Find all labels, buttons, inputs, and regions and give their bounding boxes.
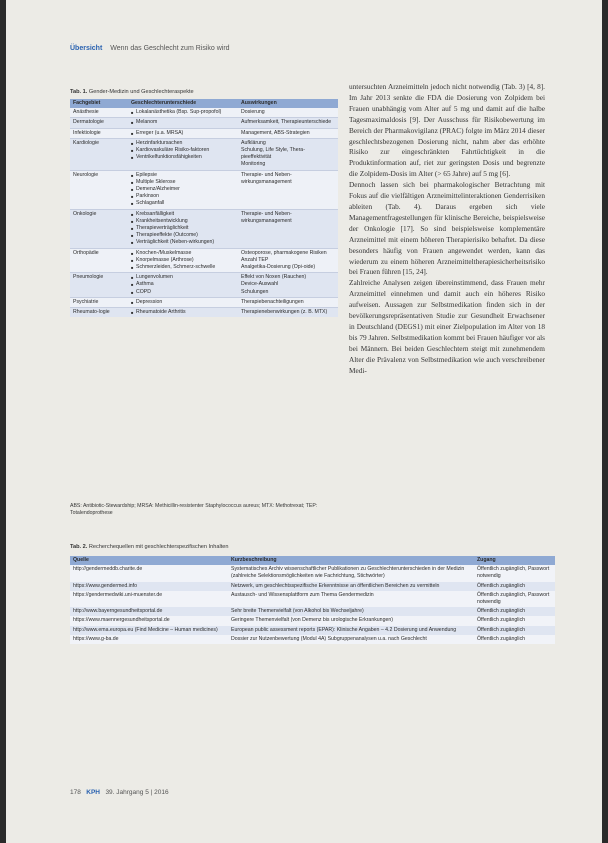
effects-cell bbox=[238, 128, 338, 138]
area-cell: Pneumologie bbox=[70, 273, 128, 298]
header-title: Wenn das Geschlecht zum Risiko wird bbox=[110, 45, 230, 52]
area-cell: Infektiologie bbox=[70, 128, 128, 138]
bullet-item: ■ Kardiovaskuläre Risiko-faktoren bbox=[131, 147, 235, 154]
col-header-access: Zugang bbox=[474, 556, 555, 565]
bullet-item: ■ Lokalanästhetika (Bsp. Sup-propofol) bbox=[131, 109, 235, 116]
bullet-item: ■ COPD bbox=[131, 289, 235, 296]
effects-cell bbox=[238, 138, 338, 170]
running-header bbox=[70, 45, 230, 52]
table-row bbox=[70, 308, 338, 318]
description-cell: European public assessment reports (EPAR): Klinische Angaben – 4.2 Dosierung und Anwendung bbox=[228, 626, 474, 635]
col-header-area: Fachgebiet bbox=[70, 99, 128, 108]
access-cell: Öffentlich zugänglich bbox=[474, 626, 555, 635]
table-row bbox=[70, 128, 338, 138]
access-cell: Öffentlich zugänglich bbox=[474, 616, 555, 625]
effect-item: Aufklärung bbox=[241, 139, 266, 146]
issue-info: 39. Jahrgang 5 | 2016 bbox=[105, 789, 169, 796]
access-cell: Öffentlich zugänglich, Passwort notwendig bbox=[474, 591, 555, 607]
table-row bbox=[70, 297, 338, 307]
table-row bbox=[70, 607, 555, 616]
bullet-item: ■ Schmerzleiden, Schmerz-schwelle bbox=[131, 264, 235, 271]
effect-item: Management, ABS-Strategien bbox=[241, 129, 310, 136]
body-text-column bbox=[349, 82, 545, 376]
page-number: 178 bbox=[70, 789, 81, 796]
effects-cell bbox=[238, 308, 338, 318]
bullet-item: ■ Epilepsie bbox=[131, 172, 235, 179]
bullet-item: ■ Erreger (u.a. MRSA) bbox=[131, 130, 235, 137]
effects-cell bbox=[238, 273, 338, 298]
table-row bbox=[70, 635, 555, 644]
table1-abbreviations: ABS: Antibiotic-Stewardship; MRSA: Methicillin-resistenter Staphylococcus aureus; MTX: Methotrexat; TEP: Totalendoprothese bbox=[70, 503, 318, 516]
effects-cell bbox=[238, 248, 338, 273]
differences-cell bbox=[128, 248, 238, 273]
section-label: Übersicht bbox=[70, 45, 103, 52]
effect-item: Effekt von Noxen (Rauchen) bbox=[241, 274, 307, 281]
table1-caption: Tab. 1. Gender-Medizin und Geschlechteraspekte bbox=[70, 89, 194, 95]
description-cell: Austausch- und Wissensplattform zum Thema Gendermedizin bbox=[228, 591, 474, 607]
document-page bbox=[6, 0, 602, 843]
page-footer bbox=[70, 789, 169, 796]
effect-item: Anzahl TEP bbox=[241, 256, 269, 263]
differences-cell bbox=[128, 108, 238, 118]
differences-cell bbox=[128, 128, 238, 138]
access-cell: Öffentlich zugänglich, Passwort notwendig bbox=[474, 565, 555, 581]
table-row bbox=[70, 582, 555, 591]
effect-item: Therapie- und Neben-wirkungsmanagement bbox=[241, 171, 292, 185]
bullet-item: ■ Parkinson bbox=[131, 193, 235, 200]
differences-cell bbox=[128, 209, 238, 248]
table-row bbox=[70, 565, 555, 581]
effects-cell bbox=[238, 108, 338, 118]
source-cell: http://www.bayerngesundheitsportal.de bbox=[70, 607, 228, 616]
table-row bbox=[70, 616, 555, 625]
table-row bbox=[70, 626, 555, 635]
description-cell: Netzwerk, um geschlechtsspezifische Erkenntnisse an öffentlichen Bereichen zu vermitteln bbox=[228, 582, 474, 591]
bullet-item: ■ Demenz/Alzheimer bbox=[131, 186, 235, 193]
paragraph: Zahlreiche Analysen zeigen übereinstimmend, dass Frauen mehr Arzneimittel einnehmen und damit auch ein höheres Risiko aufweisen. Aussagen zur Selbstmedikation finden sich in der bevölkerungsrepräsentativen Studie zur Gesundheit Erwachsener in Deutschland (DEGS1) mit einer Zielpopulation im Alter von 18 bis 79 Jahren. Selbstmedikation kommt bei Frauen häufiger vor als bei Männern. Bei beiden Geschlechtern steigt mit zunehmendem Alter die Prävalenz von Selbstmedikation wie auch verschreibener Medi- bbox=[349, 278, 545, 375]
area-cell: Rheumato-logie bbox=[70, 308, 128, 318]
differences-cell bbox=[128, 118, 238, 128]
bullet-item: ■ Schlaganfall bbox=[131, 200, 235, 207]
paragraph: untersuchten Arzneimitteln jedoch nicht notwendig (Tab. 3) [4, 8]. Im Jahr 2013 senkte die FDA die Dosierung von Zolpidem bei Frauen unabhängig vom Alter auf 5 mg und damit auf die halbe Tagesmaximaldosis [9]. Der Ausschuss für Risikobewertung im Bereich der Pharmakovigilanz (PRAC) folgte im März 2014 dieser geschlechtsbezogenen Dosierung nicht, nahm aber das erhöhte Risiko zur eingeschränkten Fahrtüchtigkeit in die Produktinformation auf, riet zur geringsten Dosis und begrenzte die Zolpidem-Dosis im Alter (> 65 Jahre) auf 5 mg [6]. bbox=[349, 82, 545, 179]
table-row bbox=[70, 170, 338, 209]
source-cell: https://www.g-ba.de bbox=[70, 635, 228, 644]
area-cell: Dermatologie bbox=[70, 118, 128, 128]
effect-item: Schulung, Life Style, Thera-pieeffektivität bbox=[241, 147, 305, 161]
table-row bbox=[70, 591, 555, 607]
journal-name: KPH bbox=[86, 789, 101, 796]
col-header-description: Kurzbeschreibung bbox=[228, 556, 474, 565]
effect-item: Therapienebenwirkungen (z. B. MTX) bbox=[241, 309, 328, 316]
source-cell: http://www.ema.europa.eu (Find Medicine – Human medicines) bbox=[70, 626, 228, 635]
effects-cell bbox=[238, 118, 338, 128]
paragraph: Dennoch lassen sich bei pharmakologischer Betrachtung mit Fokus auf die vielfältigen Arzneimittelinteraktionen Genderrisiken ableiten (Tab. 4). Daraus ergeben sich viele Managementfragestellungen für klinische Bereiche, beispielsweise der Onkologie [17]. So sind beispielsweise komplementäre Arzneimittel mit einem höheren Therapierisiko behaftet. Da diese besonders häufig von Frauen angewendet werden, kann das wiederum zu einem höheren Arzneimitteltherapiesicherheitsrisiko bei Frauen führen [15, 24]. bbox=[349, 180, 545, 277]
differences-cell bbox=[128, 297, 238, 307]
area-cell: Psychiatrie bbox=[70, 297, 128, 307]
table-row bbox=[70, 209, 338, 248]
table-row bbox=[70, 248, 338, 273]
bullet-item: ■ Multiple Sklerose bbox=[131, 179, 235, 186]
bullet-item: ■ Ventrikelfunktionsfähigkeiten bbox=[131, 154, 235, 161]
area-cell: Anästhesie bbox=[70, 108, 128, 118]
table-row bbox=[70, 273, 338, 298]
research-sources-table bbox=[70, 556, 555, 644]
bullet-item: ■ Herzinfarktursachen bbox=[131, 140, 235, 147]
table-row bbox=[70, 138, 338, 170]
effect-item: Therapie- und Neben-wirkungsmanagement bbox=[241, 210, 292, 224]
area-cell: Orthopädie bbox=[70, 248, 128, 273]
col-header-source: Quelle bbox=[70, 556, 228, 565]
bullet-item: ■ Knorpelmasse (Arthrose) bbox=[131, 257, 235, 264]
access-cell: Öffentlich zugänglich bbox=[474, 635, 555, 644]
description-cell: Geringere Themenvielfalt (von Demenz bis urologische Erkrankungen) bbox=[228, 616, 474, 625]
differences-cell bbox=[128, 138, 238, 170]
col-header-differences: Geschlechterunterschiede bbox=[128, 99, 238, 108]
effect-item: Monitoring bbox=[241, 161, 266, 168]
bullet-item: ■ Krebsanfälligkeit bbox=[131, 211, 235, 218]
area-cell: Neurologie bbox=[70, 170, 128, 209]
effects-cell bbox=[238, 170, 338, 209]
effect-item: Schulungen bbox=[241, 288, 269, 295]
table2-caption: Tab. 2. Recherchequellen mit geschlechterspezifischen Inhalten bbox=[70, 544, 229, 550]
bullet-item: ■ Therapieverträglichkeit bbox=[131, 225, 235, 232]
area-cell: Onkologie bbox=[70, 209, 128, 248]
table-row bbox=[70, 118, 338, 128]
description-cell: Systematisches Archiv wissenschaftlicher Publikationen zu Geschlechterunterschieden in der Medizin (zahlreiche Selektionsmöglichkeiten wie Fachrichtung, Stichwörter) bbox=[228, 565, 474, 581]
bullet-item: ■ Knochen-/Muskelmasse bbox=[131, 250, 235, 257]
differences-cell bbox=[128, 308, 238, 318]
effect-item: Therapiebenachteiligungen bbox=[241, 298, 304, 305]
bullet-item: ■ Melanom bbox=[131, 119, 235, 126]
effect-item: Aufmerksamkeit, Therapieunterschiede bbox=[241, 119, 332, 126]
bullet-item: ■ Verträglichkeit (Neben-wirkungen) bbox=[131, 239, 235, 246]
bullet-item: ■ Therapieeffekte (Outcome) bbox=[131, 232, 235, 239]
effect-item: Dosierung bbox=[241, 109, 265, 116]
access-cell: Öffentlich zugänglich bbox=[474, 607, 555, 616]
source-cell: https://www.maennergesundheitsportal.de bbox=[70, 616, 228, 625]
col-header-effects: Auswirkungen bbox=[238, 99, 338, 108]
effect-item: Device-Auswahl bbox=[241, 281, 279, 288]
differences-cell bbox=[128, 170, 238, 209]
effect-item: Analgetika-Dosierung (Opi-oide) bbox=[241, 264, 316, 271]
effects-cell bbox=[238, 209, 338, 248]
gender-medicine-table bbox=[70, 99, 338, 317]
description-cell: Dossier zur Nutzenbewertung (Modul 4A) Subgruppenanalysen u.a. nach Geschlecht bbox=[228, 635, 474, 644]
source-cell: http://gendermeddb.charite.de bbox=[70, 565, 228, 581]
access-cell: Öffentlich zugänglich bbox=[474, 582, 555, 591]
bullet-item: ■ Rheumatoide Arthritis bbox=[131, 309, 235, 316]
area-cell: Kardiologie bbox=[70, 138, 128, 170]
table-row bbox=[70, 108, 338, 118]
effects-cell bbox=[238, 297, 338, 307]
bullet-item: ■ Lungenvolumen bbox=[131, 274, 235, 281]
bullet-item: ■ Asthma bbox=[131, 281, 235, 288]
effect-item: Osteoporose, pharmakogene Risiken bbox=[241, 249, 327, 256]
source-cell: https://gendermedwiki.uni-muenster.de bbox=[70, 591, 228, 607]
bullet-item: ■ Krankheitsentwicklung bbox=[131, 218, 235, 225]
source-cell: https://www.gendermed.info bbox=[70, 582, 228, 591]
bullet-item: ■ Depression bbox=[131, 299, 235, 306]
differences-cell bbox=[128, 273, 238, 298]
description-cell: Sehr breite Themenvielfalt (von Alkohol bis Wechseljahre) bbox=[228, 607, 474, 616]
